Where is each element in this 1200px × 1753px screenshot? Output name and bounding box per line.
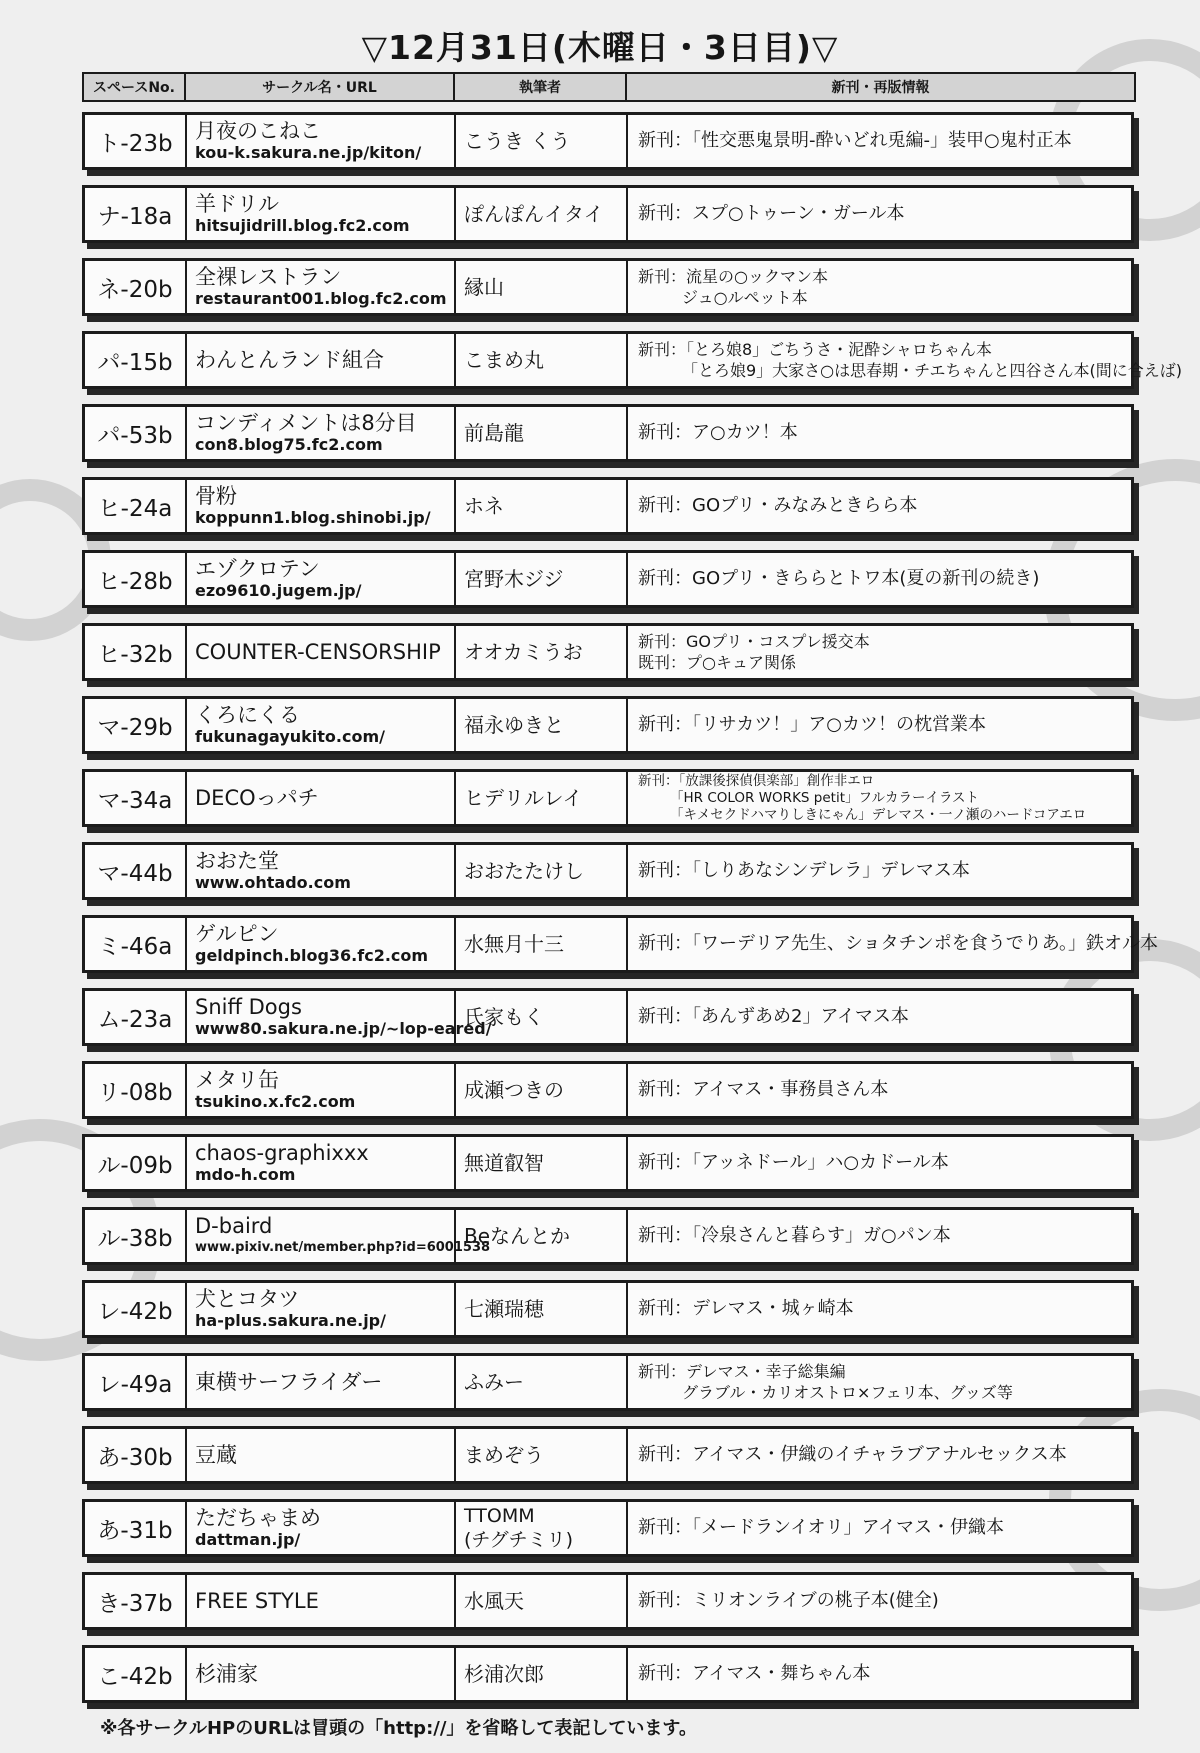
table-row [82, 1207, 1134, 1265]
space-number: ト-23b [85, 115, 187, 167]
table-row [82, 258, 1134, 316]
author-cell [456, 1210, 628, 1262]
circle-cell [187, 1283, 456, 1335]
space-number: ヒ-32b [85, 626, 187, 678]
release-info-line: 新刊：ミリオンライブの桃子本(健全) [638, 1590, 939, 1611]
author-name: オオカミうお [464, 640, 583, 664]
release-info-cell [628, 1356, 1137, 1408]
author-name: おおたたけし [464, 859, 584, 883]
author-cell [456, 334, 628, 386]
author-cell [456, 1283, 628, 1335]
author-name: 氏家もく [464, 1005, 544, 1029]
author-cell [456, 261, 628, 313]
header-space-no: スペースNo. [82, 72, 186, 102]
release-info-line: 新刊：「メードランイオリ」アイマス・伊織本 [638, 1517, 1004, 1538]
author-name: ヒデリルレイ [464, 786, 583, 810]
circle-name: D-baird [195, 1214, 273, 1238]
table-row [82, 696, 1134, 754]
circle-url-link[interactable]: ha-plus.sakura.ne.jp/ [195, 1311, 386, 1330]
author-name: こうき くう [464, 129, 571, 153]
author-name: ぽんぽんイタイ [464, 202, 604, 226]
space-number: マ-34a [85, 772, 187, 824]
release-info-cell [628, 626, 1137, 678]
author-name: 水無月十三 [464, 932, 564, 956]
author-cell [456, 699, 628, 751]
release-info-line: 新刊：GOプリ・コスプレ援交本 [638, 632, 870, 651]
circle-url-link[interactable]: kou-k.sakura.ne.jp/kiton/ [195, 143, 422, 162]
release-info-line: 新刊：GOプリ・きららとトワ本(夏の新刊の続き) [638, 568, 1040, 589]
table-row [82, 915, 1159, 973]
author-name: 水風天 [464, 1589, 524, 1613]
release-info-line: 「とろ娘9」大家さ○は思春期・チエちゃんと四谷さん本(間に合えば) [682, 361, 1182, 380]
circle-url-link[interactable]: koppunn1.blog.shinobi.jp/ [195, 508, 431, 527]
author-cell [456, 115, 628, 167]
space-number: こ-42b [85, 1648, 187, 1700]
author-name: Beなんとか [464, 1224, 571, 1248]
space-number: パ-53b [85, 407, 187, 459]
circle-name: 犬とコタツ [195, 1287, 300, 1311]
author-name: 杉浦次郎 [464, 1662, 544, 1686]
table-row [82, 842, 1134, 900]
circle-url-link[interactable]: www80.sakura.ne.jp/~lop-eared/ [195, 1019, 492, 1038]
author-name: 福永ゆきと [464, 713, 564, 737]
circle-url-link[interactable]: ezo9610.jugem.jp/ [195, 581, 362, 600]
release-info-line: 新刊：GOプリ・みなみときらら本 [638, 495, 918, 516]
circle-name: メタリ缶 [195, 1068, 279, 1092]
author-cell [456, 991, 628, 1043]
circle-cell [187, 1356, 456, 1408]
release-info-cell [628, 553, 1137, 605]
table-row [82, 1426, 1134, 1484]
header-new-release-info: 新刊・再版情報 [625, 72, 1136, 102]
author-cell [456, 1575, 628, 1627]
release-info-cell [628, 188, 1137, 240]
author-name: ホネ [464, 494, 504, 518]
release-info-line: 新刊：「リサカツ！」ア○カツ！の枕営業本 [638, 714, 986, 735]
release-info-line: 新刊：アイマス・舞ちゃん本 [638, 1663, 871, 1684]
space-number: き-37b [85, 1575, 187, 1627]
release-info-cell [628, 261, 1137, 313]
circle-list [82, 112, 1182, 1718]
author-name: 前島龍 [464, 421, 524, 445]
circle-cell [187, 772, 456, 824]
author-cell [456, 1429, 628, 1481]
table-row [82, 1280, 1134, 1338]
release-info-cell [628, 407, 1137, 459]
author-name: 宮野木ジジ [464, 567, 564, 591]
space-number: リ-08b [85, 1064, 187, 1116]
circle-cell [187, 1502, 456, 1554]
space-number: あ-30b [85, 1429, 187, 1481]
release-info-cell [628, 699, 1137, 751]
footnote: ※各サークルHPのURLは冒頭の「http://」を省略して表記しています。 [100, 1718, 697, 1739]
release-info-cell [628, 772, 1137, 824]
space-number: ヒ-24a [85, 480, 187, 532]
circle-name: ただちゃまめ [195, 1506, 321, 1530]
space-number: ル-38b [85, 1210, 187, 1262]
release-info-cell [628, 480, 1137, 532]
author-cell [456, 1502, 628, 1554]
space-number: あ-31b [85, 1502, 187, 1554]
circle-url-link[interactable]: fukunagayukito.com/ [195, 727, 385, 746]
page-title: ▽12月31日(木曜日・3日目)▽ [361, 28, 839, 67]
circle-name: FREE STYLE [195, 1589, 319, 1613]
circle-cell [187, 261, 456, 313]
circle-cell [187, 845, 456, 897]
circle-cell [187, 407, 456, 459]
table-row [82, 331, 1182, 389]
author-cell [456, 407, 628, 459]
circle-cell [187, 115, 456, 167]
circle-name: ゲルピン [195, 922, 279, 946]
space-number: ヒ-28b [85, 553, 187, 605]
author-cell [456, 772, 628, 824]
circle-url-link[interactable]: mdo-h.com [195, 1165, 296, 1184]
circle-name: わんとんランド組合 [195, 348, 384, 372]
release-info-cell [628, 1429, 1137, 1481]
release-info-line: 新刊：デレマス・城ヶ崎本 [638, 1298, 854, 1319]
release-info-line: 新刊：「しりあなシンデレラ」デレマス本 [638, 860, 970, 881]
circle-cell [187, 188, 456, 240]
author-name: 七瀬瑞穂 [464, 1297, 544, 1321]
release-info-cell [628, 918, 1159, 970]
circle-name: エゾクロテン [195, 557, 320, 581]
author-cell [456, 1064, 628, 1116]
table-row [82, 404, 1134, 462]
author-name: こまめ丸 [464, 348, 544, 372]
space-number: ル-09b [85, 1137, 187, 1189]
author-name: 無道叡智 [464, 1151, 544, 1175]
author-name: 成瀬つきの [464, 1078, 564, 1102]
table-row [82, 1134, 1134, 1192]
release-info-cell [628, 1137, 1137, 1189]
author-cell [456, 1356, 628, 1408]
circle-name: コンディメントは8分目 [195, 411, 417, 435]
release-info-line: 新刊：「アッネドール」ハ○カドール本 [638, 1152, 949, 1173]
space-number: レ-42b [85, 1283, 187, 1335]
circle-cell [187, 1210, 491, 1262]
header-circle-name-url: サークル名・URL [184, 72, 455, 102]
circle-name: Sniff Dogs [195, 995, 302, 1019]
release-info-line: グラブル・カリオストロ×フェリ本、グッズ等 [682, 1383, 1013, 1402]
circle-name: 骨粉 [195, 484, 237, 508]
table-row [82, 1353, 1134, 1411]
release-info-line: 新刊：スプ○トゥーン・ガール本 [638, 203, 905, 224]
author-cell [456, 1137, 628, 1189]
release-info-line: 新刊：アイマス・伊織のイチャラブアナルセックス本 [638, 1444, 1067, 1465]
space-number: ナ-18a [85, 188, 187, 240]
release-info-cell [628, 1575, 1137, 1627]
author-name: まめぞう [464, 1443, 544, 1467]
author-cell [456, 918, 628, 970]
release-info-cell [628, 845, 1137, 897]
circle-url-link[interactable]: www.ohtado.com [195, 873, 351, 892]
circle-url-link[interactable]: tsukino.x.fc2.com [195, 1092, 356, 1111]
author-cell [456, 1648, 628, 1700]
circle-url-link[interactable]: dattman.jp/ [195, 1530, 301, 1549]
circle-name: くろにくる [195, 703, 300, 727]
space-number: マ-44b [85, 845, 187, 897]
table-row [82, 185, 1134, 243]
table-row [82, 477, 1134, 535]
author-reading: (チグチミリ) [464, 1529, 574, 1551]
circle-url-link[interactable]: www.pixiv.net/member.php?id=6001538 [195, 1240, 491, 1255]
release-info-cell [628, 1283, 1137, 1335]
author-cell [456, 188, 628, 240]
release-info-line: 新刊：「放課後探偵倶楽部」創作非エロ [638, 772, 875, 789]
release-info-line: 新刊：デレマス・幸子総集編 [638, 1362, 846, 1381]
author-cell [456, 553, 628, 605]
table-row [82, 1061, 1134, 1119]
circle-url-link[interactable]: hitsujidrill.blog.fc2.com [195, 216, 410, 235]
release-info-cell [628, 334, 1182, 386]
release-info-cell [628, 1648, 1137, 1700]
space-number: マ-29b [85, 699, 187, 751]
circle-cell [187, 480, 456, 532]
space-number: ネ-20b [85, 261, 187, 313]
release-info-cell [628, 1210, 1137, 1262]
circle-url-link[interactable]: restaurant001.blog.fc2.com [195, 289, 447, 308]
author-cell [456, 480, 628, 532]
release-info-line: 「キメセクドハマりしきにゃん」デレマス・一ノ瀬のハードコアエロ [670, 806, 1087, 823]
space-number: パ-15b [85, 334, 187, 386]
table-row [82, 988, 1134, 1046]
circle-cell [187, 1064, 456, 1116]
circle-name: DECOっパチ [195, 786, 319, 810]
table-row [82, 769, 1134, 827]
space-number: ミ-46a [85, 918, 187, 970]
header-author: 執筆者 [453, 72, 627, 102]
circle-cell [187, 626, 456, 678]
circle-cell [187, 553, 456, 605]
circle-cell [187, 699, 456, 751]
circle-cell [187, 1429, 456, 1481]
author-cell [456, 845, 628, 897]
release-info-line: 新刊：アイマス・事務員さん本 [638, 1079, 889, 1100]
circle-cell [187, 991, 492, 1043]
circle-name: 全裸レストラン [195, 265, 342, 289]
circle-cell [187, 918, 456, 970]
author-name: ふみー [464, 1370, 524, 1394]
release-info-line: 新刊：「あんずあめ2」アイマス本 [638, 1006, 909, 1027]
space-number: ム-23a [85, 991, 187, 1043]
release-info-line: 新刊：流星の○ックマン本 [638, 267, 828, 286]
release-info-line: 新刊：「冷泉さんと暮らす」ガ○パン本 [638, 1225, 951, 1246]
circle-cell [187, 1575, 456, 1627]
author-name: 縁山 [464, 275, 504, 299]
release-info-cell [628, 1502, 1137, 1554]
space-number: レ-49a [85, 1356, 187, 1408]
release-info-cell [628, 991, 1137, 1043]
release-info-line: 新刊：「性交悪鬼景明-酔いどれ兎編-」装甲○鬼村正本 [638, 130, 1072, 151]
circle-name: chaos-graphixxx [195, 1141, 369, 1165]
circle-cell [187, 334, 456, 386]
circle-name: 東横サーフライダー [195, 1370, 383, 1394]
circle-name: 杉浦家 [195, 1662, 258, 1686]
circle-url-link[interactable]: geldpinch.blog36.fc2.com [195, 946, 429, 965]
release-info-line: 既刊：プ○キュア関係 [638, 653, 796, 672]
table-row [82, 112, 1134, 170]
release-info-cell [628, 115, 1137, 167]
circle-name: 羊ドリル [195, 192, 279, 216]
circle-cell [187, 1137, 456, 1189]
table-header [82, 72, 1134, 102]
circle-cell [187, 1648, 456, 1700]
circle-url-link[interactable]: con8.blog75.fc2.com [195, 435, 383, 454]
circle-name: 豆蔵 [195, 1443, 237, 1467]
release-info-line: 新刊：ア○カツ！本 [638, 422, 798, 443]
release-info-line: 「HR COLOR WORKS petit」フルカラーイラスト [670, 789, 980, 806]
author-cell [456, 626, 628, 678]
release-info-cell [628, 1064, 1137, 1116]
table-row [82, 1645, 1134, 1703]
circle-name: おおた堂 [195, 849, 279, 873]
table-row [82, 1572, 1134, 1630]
table-row [82, 623, 1134, 681]
release-info-line: 新刊：「ワーデリア先生、ショタチンポを食うでりあ。」鉄オル本 [638, 933, 1159, 954]
release-info-line: 新刊：「とろ娘8」ごちうさ・泥酔シャロちゃん本 [638, 340, 992, 359]
table-row [82, 550, 1134, 608]
release-info-line: ジュ○ルペット本 [682, 288, 808, 307]
circle-name: 月夜のこねこ [195, 119, 321, 143]
circle-name: COUNTER-CENSORSHIP [195, 640, 441, 664]
author-name: TTOMM [464, 1505, 535, 1527]
table-row [82, 1499, 1134, 1557]
